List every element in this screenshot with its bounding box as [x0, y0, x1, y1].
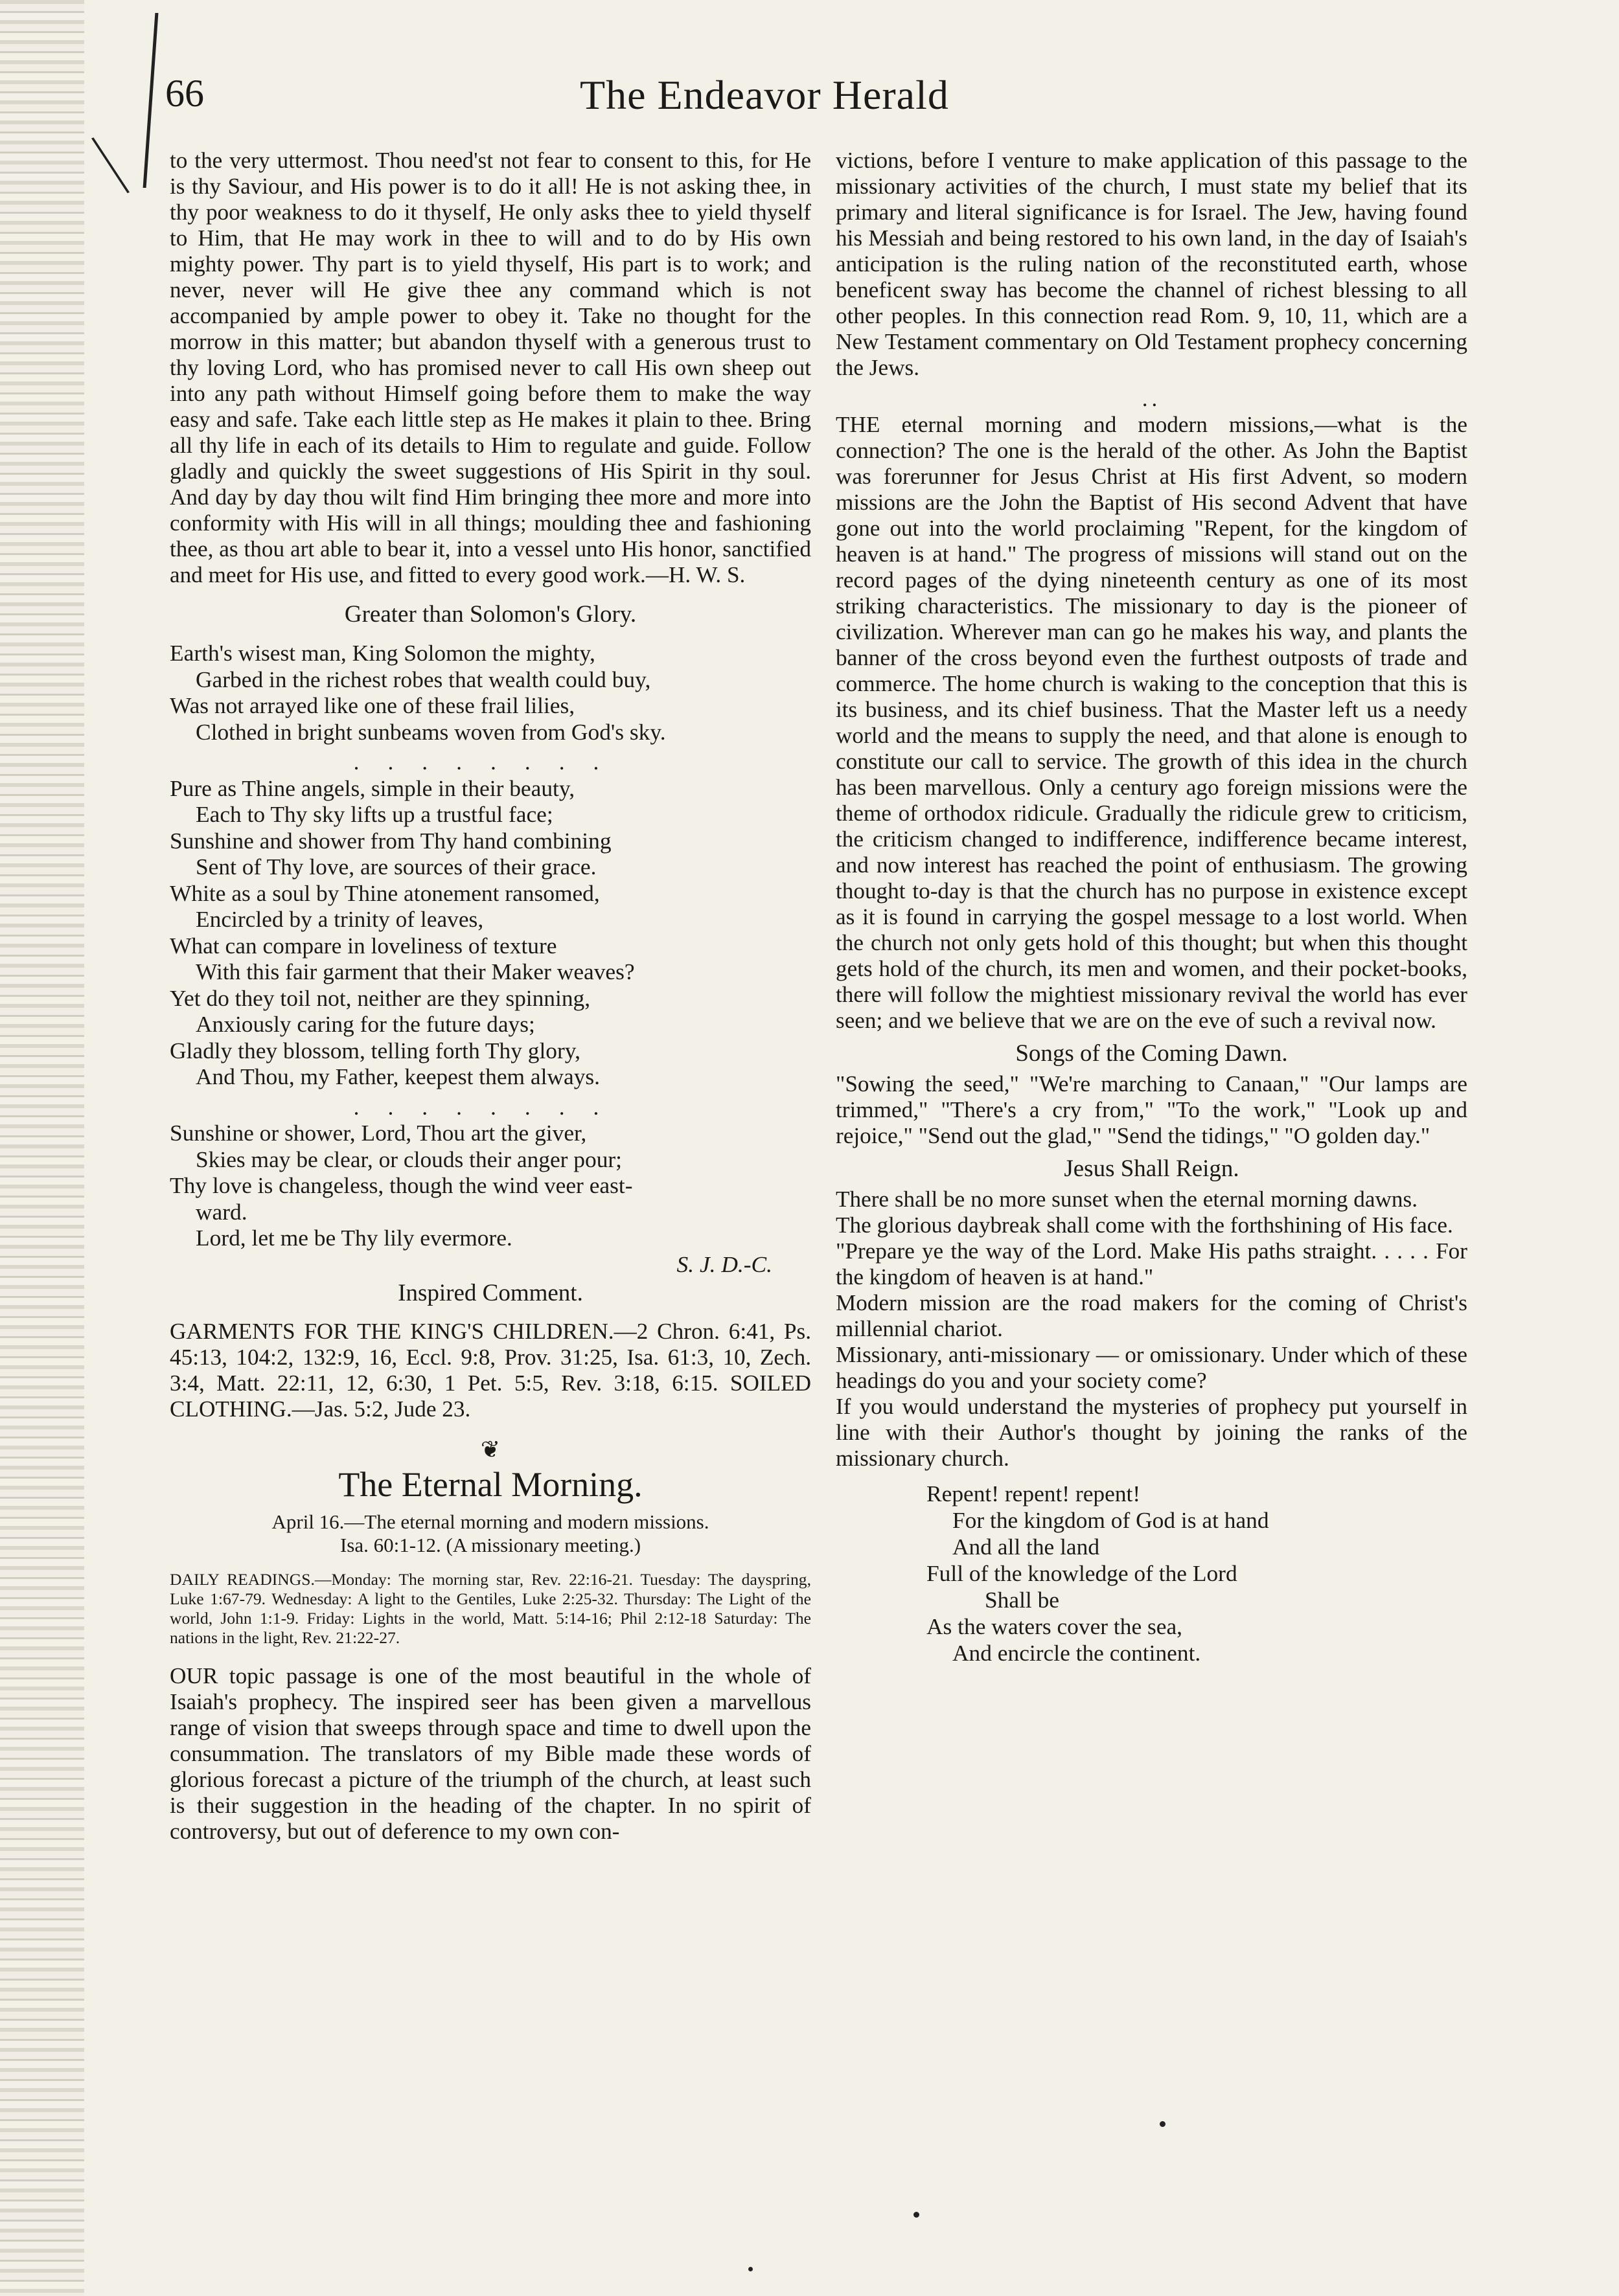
verse-line: And all the land	[952, 1534, 1100, 1560]
closing-verse	[836, 1481, 1467, 1666]
poem-line: Yet do they toil not, neither are they spinning,	[170, 984, 591, 1011]
poem-line: Encircled by a trinity of leaves,	[196, 906, 484, 932]
poem-line: Skies may be clear, or clouds their anger pour;	[196, 1146, 623, 1172]
intro-paragraph: to the very uttermost. Thou need'st not fear to consent to this, for He is thy Saviour, and His power is to do it all! He is not asking thee, in thy poor weakness to do it thyself, He only asks thee to yield thyself to Him, that He may work in thee to will and to do by His own mighty power. Thy part is to yield thyself, His part is to work; and never, never will He give thee any command which is not accompanied by ample power to obey it. Take no thought for the morrow in this matter; but abandon thyself with a generous trust to thy loving Lord, who has promised never to call His own sheep out into any path without Himself going before them to make the way easy and safe. Take each little step as He makes it plain to thee. Bring all thy life in each of its details to Him to regulate and guide. Follow gladly and quickly the sweet suggestions of His Spirit in thy soul. And day by day thou wilt find Him bringing thee more and more into conformity with His will in all things; moulding thee and fashioning thee, as thou art able to bear it, into a vessel unto His honor, sanctified and meet for His use, and fitted to every good work.—H. W. S.	[170, 148, 811, 587]
poem-line: With this fair garment that their Maker weaves?	[196, 959, 635, 984]
poem-line: Sunshine or shower, Lord, Thou art the giver,	[170, 1120, 587, 1146]
songs-list: "Sowing the seed," "We're marching to Canaan," "Our lamps are trimmed," "There's a cry from," "To the work," "Look up and rejoice," "Send out the glad," "Send the tidings," "O golden day."	[836, 1071, 1467, 1148]
poem-line: Earth's wisest man, King Solomon the mighty,	[170, 640, 595, 666]
article-paragraph: THE eternal morning and modern missions,—what is the connection? The one is the herald of the other. As John the Baptist was forerunner for Jesus Christ at His first Advent, so modern missions are the John the Baptist of His second Advent that have gone out into the world proclaiming "Repent, for the kingdom of heaven is at hand." The progress of missions will stand out on the record pages of the dying nineteenth century as one of its most striking characteristics. The missionary to day is the pioneer of civilization. Wherever man can go he makes his way, and plants the banner of the cross beyond even the furthest outposts of trade and commerce. The home church is waking to the conception that this is its business, and its chief business. That the Master left us a needy world and the means to supply the need, and that alone is enough to constitute our call to service. The growth of this idea in the church has been marvellous. Only a century ago foreign missions were the theme of orthodox ridicule. Gradually the ridicule grew to criticism, the criticism changed to indifference, indifference became interest, and now interest has reached the point of enthusiasm. The growing thought to-day is that the church has no purpose in existence except as it is found in carrying the gospel message to a lost world. When the church not only gets hold of this thought; but when this thought gets hold of the church, its men and women, and their pocket-books, there will follow the mightiest missionary revival the world has ever seen; and we believe that we are on the eve of such a revival now.	[836, 412, 1467, 1033]
poem-line: Clothed in bright sunbeams woven from God's sky.	[196, 718, 666, 745]
poem-line: Pure as Thine angels, simple in their beauty,	[170, 775, 575, 801]
article-title: The Eternal Morning.	[338, 1465, 643, 1504]
poem-line: Lord, let me be Thy lily evermore.	[196, 1225, 512, 1251]
verse-line: And encircle the continent.	[952, 1640, 1201, 1666]
page-header	[165, 71, 1454, 130]
songs-title: Songs of the Coming Dawn.	[1015, 1040, 1288, 1067]
left-column	[170, 148, 811, 1845]
poem	[170, 640, 811, 1277]
verse-line: For the kingdom of God is at hand	[952, 1507, 1269, 1533]
verse-line: As the waters cover the sea,	[926, 1613, 1183, 1639]
comment-title: Inspired Comment.	[398, 1280, 583, 1306]
verse-line: Full of the knowledge of the Lord	[926, 1560, 1237, 1586]
reign-line: There shall be no more sunset when the eternal morning dawns.	[836, 1187, 1418, 1212]
poem-line: Gladly they blossom, telling forth Thy glory,	[170, 1037, 581, 1063]
lesson-line: Isa. 60:1-12. (A missionary meeting.)	[339, 1534, 641, 1556]
handwritten-check-mark	[91, 13, 159, 188]
article-body: OUR topic passage is one of the most beautiful in the whole of Isaiah's prophecy. The inspired seer has been given a marvellous range of vision that sweeps through space and time to dwell upon the consummation. The translators of my Bible made these words of glorious forecast a picture of the triumph of the church, at least such is their suggestion in the heading of the chapter. In no spirit of controversy, but out of deference to my own con-	[170, 1663, 811, 1844]
reign-line: The glorious daybreak shall come with the forthshining of His face.	[836, 1212, 1453, 1238]
poem-line: White as a soul by Thine atonement ransomed,	[170, 880, 600, 906]
poem-line: What can compare in loveliness of texture	[170, 932, 557, 959]
comment-text: GARMENTS FOR THE KING'S CHILDREN.—2 Chron. 6:41, Ps. 45:13, 104:2, 132:9, 16, Eccl. 9:8, Prov. 31:25, Isa. 61:3, 10, Zech. 3:4, Matt. 22:11, 12, 6:30, 1 Pet. 5:5, Rev. 3:18, 6:15. SOILED CLOTHING.—Jas. 5:2, Jude 23.	[170, 1319, 811, 1422]
page-binding-edge	[0, 0, 84, 2296]
reign-line: "Prepare ye the way of the Lord. Make His paths straight. . . . . For the kingdom of heaven is at hand."	[836, 1238, 1467, 1290]
verse-line: Repent! repent! repent!	[926, 1481, 1141, 1506]
stanza-separator: ........	[353, 1093, 628, 1120]
poem-line: And Thou, my Father, keepest them always.	[196, 1063, 601, 1089]
poem-signature: S. J. D.-C.	[676, 1251, 772, 1277]
section-separator: ..	[1142, 386, 1162, 411]
poem-line: Each to Thy sky lifts up a trustful face;	[196, 801, 553, 827]
verse-line: Shall be	[985, 1587, 1060, 1613]
poem-line: ward.	[196, 1198, 247, 1225]
right-column	[836, 148, 1467, 1666]
reign-title: Jesus Shall Reign.	[1064, 1155, 1239, 1182]
poem-line: Thy love is changeless, though the wind veer east-	[170, 1172, 633, 1198]
reign-line: Modern mission are the road makers for the coming of Christ's millennial chariot.	[836, 1290, 1467, 1341]
print-speck	[1160, 2121, 1165, 2127]
poem-line: Sunshine and shower from Thy hand combining	[170, 827, 612, 854]
poem-line: Anxiously caring for the future days;	[196, 1011, 535, 1037]
lesson-line: April 16.—The eternal morning and modern missions.	[271, 1510, 709, 1533]
poem-line: Garbed in the richest robes that wealth could buy,	[196, 666, 651, 692]
poem-title: Greater than Solomon's Glory.	[344, 601, 637, 628]
running-title: The Endeavor Herald	[580, 72, 949, 118]
poem-line: Sent of Thy love, are sources of their grace.	[196, 854, 597, 880]
reign-line: Missionary, anti-missionary — or omissionary. Under which of these headings do you and your society come?	[836, 1342, 1467, 1393]
reign-line: If you would understand the mysteries of prophecy put yourself in line with their Author's thought by joining the ranks of the missionary church.	[836, 1394, 1467, 1471]
print-speck	[748, 2267, 753, 2271]
stanza-separator: ........	[353, 749, 628, 775]
poem-line: Was not arrayed like one of these frail lilies,	[170, 692, 575, 718]
article-continuation: victions, before I venture to make application of this passage to the missionary activities of the church, I must state my belief that its primary and literal significance is for Israel. The Jew, having found his Messiah and being restored to his own land, in the day of Isaiah's anticipation is the ruling nation of the reconstituted earth, whose beneficent sway has become the channel of richest blessing to all other peoples. In this connection read Rom. 9, 10, 11, which are a New Testament commentary on Old Testament prophecy concerning the Jews.	[836, 148, 1467, 380]
daily-readings: DAILY READINGS.—Monday: The morning star, Rev. 22:16-21. Tuesday: The dayspring, Luke 1:67-79. Wednesday: A light to the Gentiles, Luke 2:25-32. Thursday: The Light of the world, John 1:1-9. Friday: Lights in the world, Matt. 5:14-16; Phil 2:12-18 Saturday: The nations in the light, Rev. 21:22-27.	[170, 1570, 811, 1647]
lesson-heading	[170, 1510, 811, 1557]
ornament-icon: ❦	[480, 1437, 501, 1462]
print-speck	[913, 2212, 919, 2218]
page-number: 66	[165, 72, 204, 115]
